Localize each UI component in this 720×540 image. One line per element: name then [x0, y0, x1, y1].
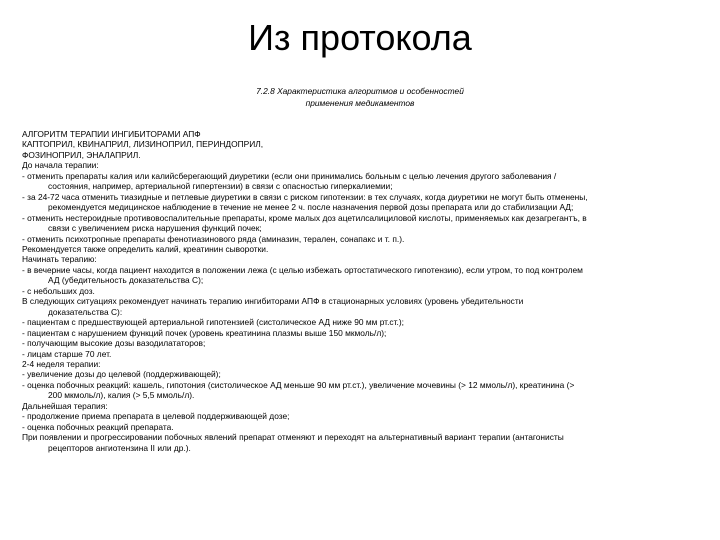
text-line: рекомендуется медицинское наблюдение в течение не менее 2 ч. после назначения первой дозы препарата или до стабилизации АД; [48, 202, 574, 213]
text-line: АЛГОРИТМ ТЕРАПИИ ИНГИБИТОРАМИ АПФ [22, 129, 201, 139]
text-line: - оценка побочных реакций: кашель, гипотония (систолическое АД меньше 90 мм рт.ст.), увеличение мочевины (> 12 ммоль/л), креатинина (> [22, 379, 575, 390]
text-line: Начинать терапию: [22, 254, 97, 265]
subtitle-line: 7.2.8 Характеристика алгоритмов и особенностей [256, 86, 464, 96]
text-line: - лицам старше 70 лет. [22, 348, 112, 359]
text-line: - отменить нестероидные противовоспалительные препараты, кроме малых доз ацетилсалициловой кислоты, применяемых как дезагрегантъ, в [22, 212, 587, 223]
text-line: - получающим высокие дозы вазодилататоров; [22, 338, 206, 349]
text-line: - с небольших доз. [22, 285, 95, 296]
text-line: связи с увеличением риска нарушения функций почек; [48, 223, 262, 234]
slide-title: Из протокола [248, 17, 472, 58]
text-line: рецепторов ангиотензина II или др.). [48, 442, 191, 453]
text-line: ФОЗИНОПРИЛ, ЭНАЛАПРИЛ. [22, 149, 141, 160]
text-line: - пациентам с предшествующей артериальной гипотензией (систолическое АД ниже 90 мм рт.ст.); [22, 317, 404, 328]
text-line: - за 24-72 часа отменить тиазидные и петлевые диуретики в связи с риском гипотензии: в тех случаях, когда диуретики не могут быть отменены, [22, 191, 588, 202]
text-line: 200 мкмоль/л), калия (> 5,5 ммоль/л). [48, 390, 195, 401]
text-line: - пациентам с нарушением функций почек (уровень креатинина плазмы выше 150 мкмоль/л); [22, 327, 387, 338]
text-line: - оценка побочных реакций препарата. [22, 421, 174, 432]
subtitle-line: применения медикаментов [305, 97, 415, 108]
text-line: Рекомендуется также определить калий, креатинин сыворотки. [22, 243, 269, 254]
text-line: - в вечерние часы, когда пациент находится в положении лежа (с целью избежать ортостатического гипотензию), если утром, то под контролем [22, 264, 583, 275]
text-line: состояния, например, артериальной гипертензии) в связи с опасностью гиперкалиемии; [48, 181, 393, 192]
text-line: До начала терапии: [22, 160, 99, 171]
text-line: КАПТОПРИЛ, КВИНАПРИЛ, ЛИЗИНОПРИЛ, ПЕРИНДОПРИЛ, [22, 139, 264, 150]
text-line: АД (убедительность доказательства С); [48, 275, 204, 286]
text-line: При появлении и прогрессировании побочных явлений препарат отменяют и переходят на альтернативный вариант терапии (антагонисты [22, 432, 564, 443]
section-subtitle [210, 86, 510, 109]
text-line: - продолжение приема препарата в целевой поддерживающей дозе; [22, 411, 290, 422]
text-line: - отменить психотропные препараты фенотиазинового ряда (аминазин, тералeн, сонапакс и т. п.). [22, 233, 405, 244]
text-line: Дальнейшая терапия: [22, 400, 108, 411]
text-line: доказательства С): [48, 306, 123, 317]
text-line: 2-4 неделя терапии: [22, 358, 101, 369]
text-line: В следующих ситуациях рекомендует начинать терапию ингибиторами АПФ в стационарных условиях (уровень убедительности [22, 296, 524, 307]
text-line: - отменить препараты калия или калийсберегающий диуретики (если они принимались больным с целью лечения другого заболевания / [22, 170, 557, 181]
text-line: - увеличение дозы до целевой (поддерживающей); [22, 369, 221, 380]
protocol-text [22, 129, 702, 453]
